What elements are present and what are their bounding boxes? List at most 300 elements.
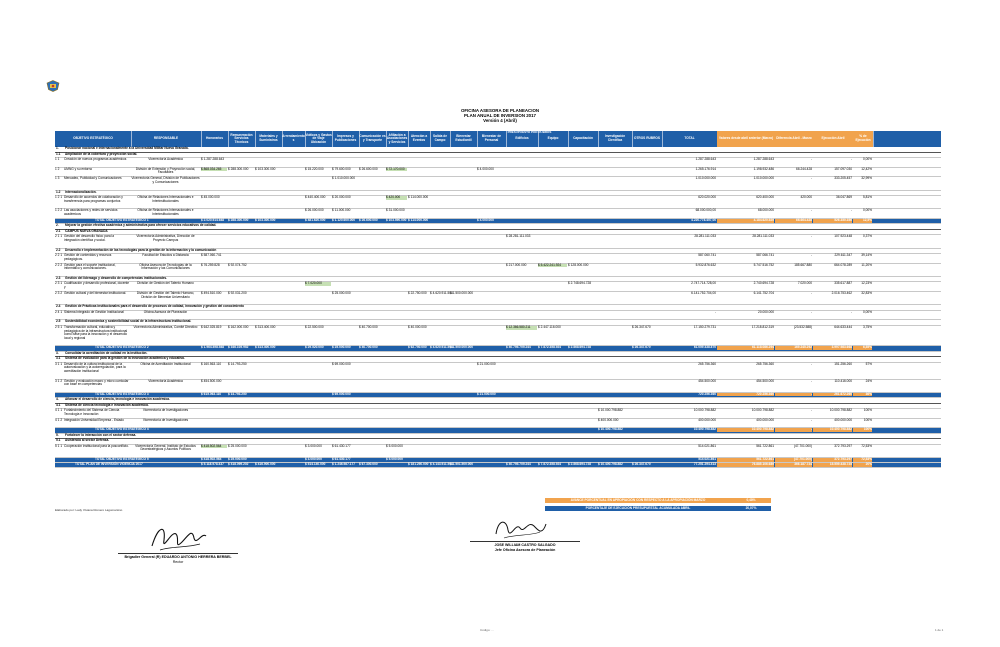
cell-valor-abril: 1.010.000.000 (753, 176, 774, 181)
column-header-honorarios: Honorarios (201, 131, 229, 147)
university-crest-icon (46, 80, 60, 92)
cell-remuneracion: $ 92.074.752 (228, 262, 247, 267)
cell-viaticos: $ 29.520.000 (305, 345, 324, 350)
cell-pct: 0,00% (862, 309, 872, 314)
cell-edificios: $ 28.281.111.033 (506, 234, 531, 239)
cell-equipo: $ 2.447.116.000 (538, 325, 561, 330)
cell-responsable: Vicerrectoría General, División de Publicaciones y Comunicaciones (131, 176, 200, 184)
cell-pct: 100% (863, 417, 872, 422)
cell-comunicacion: $ 40.700.000 (359, 325, 378, 330)
cell-viaticos: $ 3.000.000 (305, 456, 322, 461)
cell-valor-abril: 265.756.360 (756, 361, 774, 366)
subsection-title: Sistema de evaluación para la gestión de la innovación académica y educativa. (65, 356, 185, 361)
cell-afiliacion: $ 31.000.000 (386, 208, 405, 213)
row-number: 1 2 (55, 166, 60, 171)
plan-title: PLAN ANUAL DE INVERSION 2017 (464, 113, 536, 118)
cell-pct: 12,23% (861, 281, 872, 286)
subsection-title: Asistencia al sector Defensa. (65, 438, 110, 443)
cell-afiliacion: $ 420.000 (386, 196, 407, 200)
cell-valor-abril: 6.141.752.704 (753, 291, 774, 296)
cell-pct: 32,99% (861, 176, 872, 181)
cell-diferencia: - (810, 361, 812, 366)
summary-bar-apropiacion-value: 0,48% (731, 498, 771, 503)
cell-impresos: $ 1.010.000.000 (332, 176, 356, 181)
cell-afiliacion: $ 72.170.000 (386, 168, 407, 172)
cell-diferencia: (47.701.000) (793, 443, 812, 448)
column-header-remuneracion: Remuneración Servicios Técnicos (228, 131, 256, 147)
cell-ejecucion: 2.016.753.462 (831, 291, 852, 296)
cell-remuneracion: $ 162.000.000 (228, 325, 249, 330)
column-header-equipo: Equipo (538, 131, 569, 147)
section-title: Mejorar la gestión efectiva académica y administrativa para ofrecer servicios educativos de calidad. (65, 223, 217, 228)
table-row (55, 363, 941, 380)
cell-honorarios: $ 868.034.265 (201, 168, 227, 172)
cell-responsable: Vicerrectoría Académica (148, 157, 183, 162)
cell-diferencia: - (810, 291, 812, 296)
cell-ejecucion: - (850, 309, 852, 314)
section-code: 4. (56, 396, 59, 401)
cell-total: 265.756.360 (698, 361, 716, 366)
version-label: Versión 4 (Abril) (483, 118, 517, 123)
column-header-arrendamientos: Arrendamiento s (282, 131, 306, 147)
row-number: 5 1 1 (55, 443, 63, 448)
cell-diferencia: - (810, 176, 812, 181)
row-number: 2 2 1 (55, 253, 63, 258)
planning-chief-role: Jefe Oficina Asesora de Planeación (494, 548, 556, 552)
cell-total: 61.059.438.870 (693, 345, 716, 350)
cell-comunicacion: $ 67.300.000 (359, 462, 378, 467)
column-header-diferencia: Diferencia Abril - Marzo (775, 131, 814, 147)
column-header-comunicacion: Comunicación es y Transporte (359, 131, 387, 147)
cell-ejecucion: 3.997.983.668 (813, 346, 852, 350)
cell-diferencia: 185.667.880 (794, 262, 812, 267)
cell-honorarios: $ 45.000.000 (201, 195, 220, 200)
cell-responsable: División de Gestión del Talento Humano, División de Bienestar Universitario (136, 291, 195, 299)
cell-valor-abril: 720.256.360 (717, 393, 774, 397)
cell-comunicacion: $ 26.600.000 (359, 217, 378, 222)
subsection-code: 2.4 (56, 304, 61, 309)
cell-total: 17.150.279.731 (693, 325, 716, 330)
office-title: OFICINA ASESORA DE PLANEACION (460, 108, 540, 113)
cell-salida: $ 4.620.911.504 (430, 345, 453, 350)
subsection-code: 3.1 (56, 356, 61, 361)
cell-remuneracion: $ 14.793.250 (228, 391, 247, 396)
footer-code: Código: ... (480, 628, 494, 632)
subsection-code: 1.2 (56, 189, 61, 194)
cell-pct: 0,00% (862, 208, 872, 213)
cell-honorarios: $ 494.510.000 (201, 291, 222, 296)
column-header-total: TOTAL (662, 131, 718, 147)
row-number: 2 3 2 (55, 291, 63, 296)
cell-impresos: $ 79.600.000 (332, 166, 351, 171)
column-header-viaticos: Viáticos y Gastos de Viaje Ubicación (305, 131, 333, 147)
subsection-title: CAMPUS NUEVA GRANADA (65, 228, 108, 233)
cell-valor-abril: 61.118.086.294 (717, 346, 774, 350)
cell-total: 2.747.714.728,00 (691, 281, 716, 286)
cell-valor-abril: 587.066.741 (756, 253, 774, 258)
cell-valor-abril: 561.722.861 (756, 443, 774, 448)
column-header-pct: % de Ejecución (853, 131, 874, 147)
cell-edificios: $ 217.000.000 (506, 262, 527, 267)
cell-total: 454.500.000 (698, 378, 716, 383)
cell-valor-abril: 17.218.812.319 (751, 325, 774, 330)
cell-valor-abril: 10.000.798.882 (751, 408, 774, 413)
cell-objetivo: Creación de nuevos programas académicos (64, 157, 127, 162)
cell-impresos: $ 61.430.177 (332, 443, 351, 448)
cell-total: 620.020.000 (698, 195, 716, 200)
cell-objetivo: Transformación cultural, educativa y pedagógica de la infraestructura institucional como base para la innovación y el desarrollo local y regional (64, 325, 128, 340)
grand-total-label: TOTAL PLAN DE INVERSIÓN VIGENCIA 2017 (75, 462, 143, 467)
cell-viaticos: $ 514.140.000 (305, 462, 326, 467)
planning-chief-signature-line (470, 541, 580, 542)
cell-responsable: Vicerrectoría General, Instituto de Estudios Geoestratégicos y Asuntos Políticos (135, 443, 196, 452)
cell-ejecucion: 335.617.887 (834, 281, 852, 286)
cell-ejecucion: 110.416.000 (834, 378, 852, 383)
cell-bienestar-per: $ 21.000.000 (477, 361, 496, 366)
cell-investigacion: $ 400.000.000 (598, 417, 619, 422)
cell-diferencia: - (810, 253, 812, 258)
column-header-salida: Salida de Campo (430, 131, 451, 147)
cell-diferencia: 420.000 (800, 195, 812, 200)
cell-pct: 12,42% (861, 166, 872, 171)
row-number: 2 1 1 (55, 234, 63, 239)
cell-total: 68.000.000,00 (695, 208, 716, 213)
cell-valor-abril: 76.885.106.689 (717, 463, 774, 467)
cell-bienestar-est: $ 1.500.000.000 (450, 345, 474, 350)
cell-valor-abril: 2.740.694.728 (753, 281, 774, 286)
row-number: 1 2 1 (55, 195, 63, 200)
section-title: Consolidar la acreditación de calidad en la institución. (65, 350, 148, 355)
cell-objetivo: Desarrollo de la cultura institucional de la autoevaluación y la autorregulación, para la acreditación institucional (64, 361, 126, 373)
cell-honorarios: $ 76.259.828 (201, 262, 220, 267)
cell-ejecucion: - (850, 208, 852, 213)
summary-bar-ejecucion (545, 506, 731, 511)
column-header-otros: OTROS RUBROS (632, 131, 663, 147)
cell-total: 10.000.798.882 (693, 408, 716, 413)
cell-diferencia: 66.244.428 (796, 166, 812, 171)
row-number: 3 1 2 (55, 378, 63, 383)
cell-diferencia: - (810, 208, 812, 213)
cell-ejecucion: 151.256.260 (834, 361, 852, 366)
objective-total-label: TOTAL OBJETIVO ESTRATÉGICO 5 (95, 456, 149, 461)
cell-ejecucion: 10.400.798.882 (813, 428, 852, 432)
cell-bienestar-per: $ 4.000.000 (477, 166, 494, 171)
cell-pct: 0,00% (862, 157, 872, 162)
cell-viaticos: $ 481.620.000 (305, 217, 326, 222)
column-header-atencion: Atención a Eventos (408, 131, 431, 147)
cell-responsable: Vicerrectoría Administrativa, Dirección de Proyecto Campus (136, 234, 195, 242)
rector-signature (148, 520, 208, 556)
cell-atencion: $ 114.000.000 (408, 217, 429, 222)
cell-afiliacion: $ 5.000.000 (386, 456, 403, 461)
cell-investigacion: $ 10.000.798.882 (598, 408, 623, 413)
cell-pct: 36% (853, 393, 872, 397)
cell-pct: 3,75% (862, 325, 872, 330)
section-title: Fortalecer la interacción con el sector defensa. (65, 432, 137, 437)
cell-materiales: $ 416.900.000 (255, 462, 276, 467)
cell-objetivo: Gestión y evaluación macro y micro curricular con base en competencias (64, 378, 129, 387)
cell-ejecucion: 15.559.438.725 (813, 463, 852, 467)
cell-responsable: Oficina de Relaciones Internacionales e Interinstitucionales (137, 208, 194, 216)
cell-total: 514.021.861 (698, 443, 716, 448)
cell-equipo: $ 7.872.358.924 (538, 462, 562, 467)
cell-objetivo: Sistema Integrado de Gestión Institucional (64, 309, 124, 314)
column-header-afiliacion: Afiliación a Asociaciones y Servicios (386, 131, 409, 147)
cell-pct: 11,20% (861, 262, 872, 267)
cell-diferencia: - (775, 428, 812, 432)
cell-pct: 0,37% (862, 234, 872, 239)
cell-objetivo: Las asociaciones y redes de servicios académicos (64, 208, 118, 216)
cell-objetivo: Fortalecimiento del Sistema de Ciencia Tecnología e Innovación (64, 408, 120, 416)
table-row (55, 235, 941, 248)
cell-ejecucion: 664.078.289 (834, 262, 852, 267)
table-row (55, 326, 941, 346)
cell-bienestar-per: $ 21.000.000 (477, 391, 496, 396)
cell-total: 400.000.000 (698, 417, 716, 422)
column-header-investigacion: Investigación Científica (598, 131, 633, 147)
column-header-objetivo: OBJETIVO ESTRATÉGICO (55, 131, 132, 147)
cell-diferencia: 7.020.000 (797, 281, 812, 286)
column-header-materiales: Materiales y Suministros (255, 131, 283, 147)
cell-diferencia: - (810, 378, 812, 383)
cell-honorarios: $ 642.025.819 (201, 325, 222, 330)
cell-remuneracion: $ 25.000.000 (228, 456, 247, 461)
cell-valor-abril: 561.722.861 (717, 458, 774, 462)
cell-pct: 57% (865, 361, 872, 366)
cell-impresos: $ 20.000.000 (332, 195, 351, 200)
cell-remuneracion: $ 25.000.000 (228, 443, 247, 448)
cell-remuneracion: $ 346.105.952 (228, 345, 249, 350)
cell-remuneracion: $ 418.099.202 (228, 462, 249, 467)
cell-total: 720.256.360 (698, 391, 716, 396)
cell-materiales: $ 103.300.000 (255, 166, 276, 171)
cell-objetivo: UMNG y su entorno (64, 166, 93, 171)
cell-edificios: $ 40.795.709.244 (506, 345, 531, 350)
cell-total: 514.021.861 (698, 456, 716, 461)
table-row (55, 380, 941, 393)
cell-honorarios: $ 418.502.564 (201, 456, 222, 461)
column-header-bienestar-est: Bienestar Estudiantil (450, 131, 478, 147)
cell-impresos: $ 25.000.000 (332, 291, 351, 296)
cell-pct: 39,14% (861, 253, 872, 258)
summary-bar-ejecucion-value: 20,07% (731, 506, 771, 511)
summary-bar-apropiacion-label: AVANCE PORCENTUAL EN APROPIACIÓN CON RESPECTO A LA APROPIACIÓN MARZO (570, 498, 706, 502)
cell-pct: 32,83% (861, 291, 872, 296)
rector-signature-line (118, 553, 238, 554)
cell-objetivo: Gestión de contenidos y recursos pedagógicos. (64, 253, 112, 261)
cell-total: 4.220.778.457,00 (691, 217, 716, 222)
investment-plan-table (55, 131, 941, 468)
cell-ejecucion: 372.793.297 (834, 443, 852, 448)
cell-ejecucion: 333.205.457 (834, 176, 852, 181)
column-header-responsable: RESPONSABLE (131, 131, 202, 147)
cell-equipo: $ 7.872.358.924 (538, 345, 562, 350)
cell-otros: $ 26.347.670 (632, 345, 651, 350)
cell-impresos: $ 1.120.600.000 (332, 217, 356, 222)
section-code: 2. (56, 223, 59, 228)
planning-chief-name: JOSE WILLIAM CASTRO SALGADO (494, 543, 556, 547)
cell-viaticos: $ 440.400.000 (305, 195, 326, 200)
table-row (55, 264, 941, 277)
cell-viaticos: $ 3.000.000 (305, 443, 322, 448)
cell-atencion: $ 62.750.000 (408, 345, 427, 350)
cell-diferencia: - (810, 417, 812, 422)
table-row (55, 177, 941, 190)
footer-page-number: 1 de 1 (935, 628, 944, 632)
cell-investigacion: $ 10.400.798.882 (598, 427, 623, 432)
cell-total: 28.281.111.033 (694, 234, 716, 239)
rector-name: Brigadier General (R) EDUARDO ANTONIO HERRERA BERBEL (124, 555, 232, 559)
objective-total-label: TOTAL OBJETIVO ESTRATÉGICO 1 (95, 217, 149, 222)
table-body (55, 147, 941, 468)
cell-pct: 100% (863, 408, 872, 413)
cell-afiliacion: $ 103.590.000 (386, 217, 407, 222)
table-header (55, 131, 941, 147)
cell-comunicacion: $ 40.700.000 (359, 345, 378, 350)
column-header-capacitacion: Capacitación (568, 131, 599, 147)
cell-ejecucion: 107.923.448 (834, 234, 852, 239)
cell-responsable: Oficina Asesora de Tecnologías de la Información y las Comunicaciones (139, 262, 192, 271)
cell-total: 10.400.798.882 (693, 427, 716, 432)
cell-valor-abril: 1.198.932.486 (753, 166, 774, 171)
section-code: 1. (56, 146, 59, 150)
column-header-bienestar-per: Bienestar de Personal (477, 131, 507, 147)
cell-total: 1.010.000.000 (695, 176, 716, 181)
cell-valor-abril: 454.500.000 (756, 378, 774, 383)
cell-impresos: $ 25.000.000 (332, 345, 351, 350)
cell-objetivo: Cooperación institucional para la posconflicto. (64, 443, 129, 448)
column-header-edificios: Edificios (506, 131, 539, 147)
cell-pct: 20% (853, 463, 872, 467)
objective-total-label: TOTAL OBJETIVO ESTRATÉGICO 4 (95, 427, 149, 432)
subsection-code: 2.2 (56, 247, 61, 252)
grand-total-row (55, 463, 941, 468)
cell-valor-abril: 400.000.000 (756, 417, 774, 422)
subsection-code: 2.3 (56, 275, 61, 280)
cell-materiales: $ 313.400.000 (255, 325, 276, 330)
cell-total: 5.932.876.632 (695, 262, 716, 267)
subsection-code: 1.1 (56, 151, 61, 156)
cell-objetivo: Cualificación y desarrollo profesional, docente y (64, 281, 130, 290)
cell-afiliacion: $ 5.000.000 (386, 443, 403, 448)
prepared-by-note: Elaborado por: Lady Viviana Romero Lagomarsino (55, 508, 123, 512)
cell-honorarios: $ 587.060.741 (201, 253, 222, 258)
cell-total: 1.287.288.643 (695, 157, 716, 162)
cell-honorarios: $ 5.118.978.437 (201, 462, 224, 467)
summary-bar-ejecucion-label: PORCENTAJE DE EJECUCIÓN PRESUPUESTAL ACUMULADA ABRIL (585, 506, 691, 510)
column-header-valor-abril: Valores desde abril anterior (Marzo) (717, 131, 776, 147)
cell-honorarios: $ 454.500.000 (201, 378, 222, 383)
cell-capacitacion: $ 128.000.000 (568, 262, 589, 267)
cell-atencion: $ 22.750.000 (408, 291, 427, 296)
cell-responsable: Vicerrectoría Administrativa, Comité Directivo (133, 325, 198, 330)
cell-honorarios: $ 615.063.110 (201, 391, 222, 396)
summary-bar-apropiacion (545, 498, 731, 503)
cell-diferencia: 366.187.724 (775, 463, 812, 467)
subsection-title: Desarrollo e implementación de las tecnologías para la gestión de la información y la comunicación (65, 247, 217, 252)
cell-honorarios: $ 1.964.498.548 (201, 345, 225, 350)
cell-pct: 72,53% (861, 443, 872, 448)
cell-valor-abril: 620.400.000 (756, 195, 774, 200)
cell-diferencia: - (810, 234, 812, 239)
cell-remuneracion: $ 92.031.200 (228, 291, 247, 296)
subsection-code: 2.5 (56, 319, 61, 324)
section-code: 3. (56, 350, 59, 355)
cell-impresos: $ 1.246.987.177 (332, 462, 356, 467)
objective-total-label: TOTAL OBJETIVO ESTRATÉGICO 2 (95, 345, 149, 350)
cell-pct: 72,53% (853, 458, 872, 462)
cell-bienestar-est: $ 1.500.000.000 (450, 291, 474, 296)
cell-objetivo: Gestión cultural y del bienestar institucional. (64, 291, 127, 296)
cell-diferencia: - (810, 408, 812, 413)
cell-responsable: Facultad de Estudios a Distancia (142, 253, 189, 258)
section-title: Posicionar nacional e internacionalmente a la Universidad Militar Nueva Granada. (65, 146, 189, 150)
cell-pct: 100% (853, 428, 872, 432)
cell-objetivo: Gestión del desarrollo físico para la integración científica y social. (64, 234, 114, 242)
row-number: 1 1 (55, 157, 60, 162)
cell-responsable: Oficina de Acreditación Institucional (140, 361, 191, 366)
cell-edificios: $ 12.366.580.211 (506, 326, 537, 330)
column-group-header: PRESUPUESTO POR RUBROS (507, 130, 552, 135)
cell-viaticos: $ 26.000.000 (305, 208, 324, 213)
section-title: Afianzar el desarrollo de ciencia, tecnología e innovación académica. (65, 396, 170, 401)
cell-diferencia: 169.245.292 (775, 346, 812, 350)
cell-atencion: $ 114.000.000 (408, 195, 429, 200)
subsection-title: Internacionalización. (65, 189, 97, 194)
cell-diferencia: - (810, 309, 812, 314)
cell-responsable: División de Extensión y Proyección social, Facultades (135, 166, 196, 175)
cell-impresos: $ 11.000.000 (332, 208, 351, 213)
cell-valor-abril: 20.000.000 (758, 309, 774, 314)
cell-capacitacion: $ 2.868.694.728 (568, 462, 592, 467)
cell-atencion: $ 40.000.000 (408, 325, 427, 330)
column-header-impresos: Impresos y Publicaciones (332, 131, 360, 147)
cell-salida: $ 4.620.911.504 (430, 291, 453, 296)
cell-valor-abril: 68.000.000 (758, 208, 774, 213)
cell-ejecucion: 261.672.260 (813, 393, 852, 397)
cell-otros: $ 26.347.670 (632, 462, 651, 467)
cell-objetivo: Mercadeo, Publicidad y Comunicaciones (64, 176, 122, 181)
cell-diferencia: (47.701.000) (775, 458, 812, 462)
rector-role: Rector (172, 560, 184, 564)
cell-materiales: $ 103.300.000 (255, 217, 276, 222)
column-header-ejecucion: Ejecución Abril (813, 131, 854, 147)
cell-ejecucion: 400.000.000 (834, 417, 852, 422)
cell-diferencia: - (810, 157, 812, 162)
cell-capacitacion: $ 2.868.694.728 (568, 345, 592, 350)
cell-ejecucion: 36.047.869 (836, 195, 852, 200)
cell-diferencia: - (775, 393, 812, 397)
cell-valor-abril: 28.281.111.033 (752, 234, 774, 239)
cell-total: 587.060.741 (698, 253, 716, 258)
cell-ejecucion: 229.611.347 (834, 253, 852, 258)
cell-honorarios: $ 418.502.564 (201, 445, 227, 449)
subsection-title: Sostenibilidad económica y sostenibilidad social de la infraestructura institucional. (65, 319, 192, 324)
table-row (55, 419, 941, 429)
cell-impresos: $ 69.000.000 (332, 391, 351, 396)
cell-remuneracion: $ 14.793.250 (228, 361, 247, 366)
cell-total: - (714, 309, 716, 314)
cell-salida: $ 4.143.911.504 (430, 462, 453, 467)
cell-honorarios: $ 160.563.110 (201, 361, 222, 366)
cell-ejecucion: 644.633.444 (834, 325, 852, 330)
cell-investigacion: $ 10.400.798.882 (598, 462, 623, 467)
cell-total: 77.251.294.413 (693, 462, 716, 467)
cell-responsable: Oficina de Relaciones Internacionales e Interinstitucionales (137, 195, 194, 203)
objective-total-label: TOTAL OBJETIVO ESTRATÉGICO 3 (95, 391, 149, 396)
section-code: 5. (56, 432, 59, 437)
cell-honorarios: $ 1.287.288.643 (201, 157, 225, 162)
